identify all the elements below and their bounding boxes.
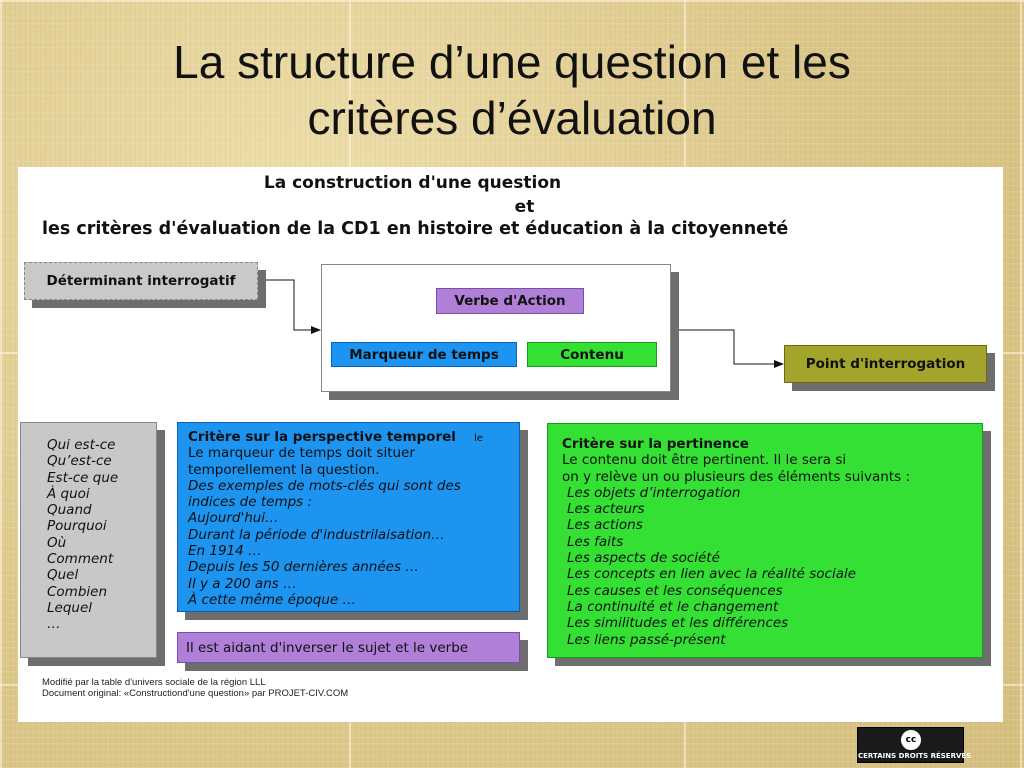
slide-title-line-1: La structure d’une question et les bbox=[173, 36, 851, 88]
temporal-example: indices de temps : bbox=[188, 494, 313, 511]
pertinence-criterion-line: Le contenu doit être pertinent. Il le sera si bbox=[562, 452, 847, 469]
temporal-example: En 1914 … bbox=[188, 543, 262, 560]
verbe-action-box bbox=[436, 288, 584, 314]
contenu-box bbox=[527, 342, 657, 367]
pertinence-criterion-title: Critère sur la pertinence bbox=[562, 436, 749, 452]
list-item: Comment bbox=[47, 551, 114, 568]
temporal-example: Il y a 200 ans … bbox=[188, 575, 297, 592]
pertinence-item: Les objets d’interrogation bbox=[567, 484, 741, 501]
list-item: Lequel bbox=[47, 599, 93, 616]
list-item: Qui est-ce bbox=[47, 437, 116, 453]
list-item: Pourquoi bbox=[47, 518, 107, 535]
list-item: Combien bbox=[47, 583, 108, 600]
pertinence-item: Les acteurs bbox=[567, 501, 645, 518]
pertinence-criterion-line: on y relève un ou plusieurs des éléments suivants : bbox=[562, 468, 911, 485]
question-frame bbox=[321, 264, 671, 392]
list-item: À quoi bbox=[47, 485, 90, 502]
marqueur-temps-box bbox=[331, 342, 517, 367]
diagram-panel bbox=[18, 167, 1003, 722]
pertinence-item: Les similitudes et les différences bbox=[567, 615, 789, 632]
pertinence-item: Les faits bbox=[567, 533, 624, 550]
temporal-criterion-title: Critère sur la perspective temporel bbox=[188, 429, 456, 445]
verbe-action-label: Verbe d'Action bbox=[454, 293, 566, 309]
pertinence-item: Les liens passé-présent bbox=[567, 631, 726, 648]
background-line bbox=[0, 0, 1024, 2]
temporal-criterion-line: temporellement la question. bbox=[188, 461, 380, 478]
pertinence-item: Les causes et les conséquences bbox=[567, 582, 783, 599]
inversion-tip-text: Il est aidant d'inverser le sujet et le verbe bbox=[186, 640, 469, 656]
cc-license-badge[interactable] bbox=[857, 727, 972, 763]
determinant-label: Déterminant interrogatif bbox=[46, 273, 236, 289]
diagram-heading-line-1: La construction d'une question bbox=[263, 173, 562, 193]
list-item: Quel bbox=[47, 567, 79, 584]
pertinence-criterion-box bbox=[547, 423, 983, 658]
point-interrogation-box bbox=[784, 345, 987, 383]
marqueur-temps-label: Marqueur de temps bbox=[349, 346, 499, 363]
credits bbox=[42, 677, 348, 699]
list-item: … bbox=[47, 616, 61, 633]
inversion-tip-box bbox=[177, 632, 520, 663]
interrogatives-list bbox=[20, 422, 157, 658]
list-item: Est-ce que bbox=[47, 469, 119, 486]
stray-text-mark: le bbox=[474, 433, 483, 444]
arrow-determinant-to-question bbox=[258, 280, 320, 330]
cc-license-text: CERTAINS DROITS RÉSERVÉS bbox=[858, 752, 972, 760]
temporal-example: Durant la période d'industrilaisation… bbox=[188, 526, 445, 543]
credits-line-2: Document original: «Constructiond'une question» par PROJET-CIV.COM bbox=[42, 688, 349, 699]
cc-icon: cc bbox=[901, 730, 921, 750]
list-item: Qu’est-ce bbox=[47, 453, 112, 470]
pertinence-item: Les actions bbox=[567, 517, 643, 534]
determinant-box bbox=[24, 262, 258, 300]
contenu-label: Contenu bbox=[560, 346, 624, 363]
temporal-example: Aujourd'hui… bbox=[188, 510, 279, 527]
pertinence-item: Les aspects de société bbox=[567, 550, 720, 567]
temporal-criterion-box bbox=[177, 422, 520, 612]
pertinence-item: La continuité et le changement bbox=[567, 598, 779, 615]
slide-title-line-2: critères d’évaluation bbox=[307, 92, 717, 144]
temporal-example: À cette même époque … bbox=[188, 591, 356, 608]
temporal-example: Des exemples de mots-clés qui sont des bbox=[188, 477, 461, 494]
list-item: Quand bbox=[47, 502, 92, 519]
pertinence-item: Les concepts en lien avec la réalité sociale bbox=[567, 566, 857, 583]
temporal-example: Depuis les 50 dernières années … bbox=[188, 559, 419, 576]
point-interrogation-label: Point d'interrogation bbox=[805, 356, 966, 372]
diagram-heading-line-3: les critères d'évaluation de la CD1 en histoire et éducation à la citoyenneté bbox=[42, 219, 789, 239]
arrow-question-to-point bbox=[671, 330, 783, 364]
list-item: Où bbox=[47, 534, 67, 551]
slide-title bbox=[0, 34, 1024, 146]
temporal-criterion-line: Le marqueur de temps doit situer bbox=[188, 445, 415, 462]
diagram-heading-line-2: et bbox=[514, 197, 535, 217]
credits-line-1: Modifié par la table d'univers sociale de la région LLL bbox=[42, 677, 266, 688]
